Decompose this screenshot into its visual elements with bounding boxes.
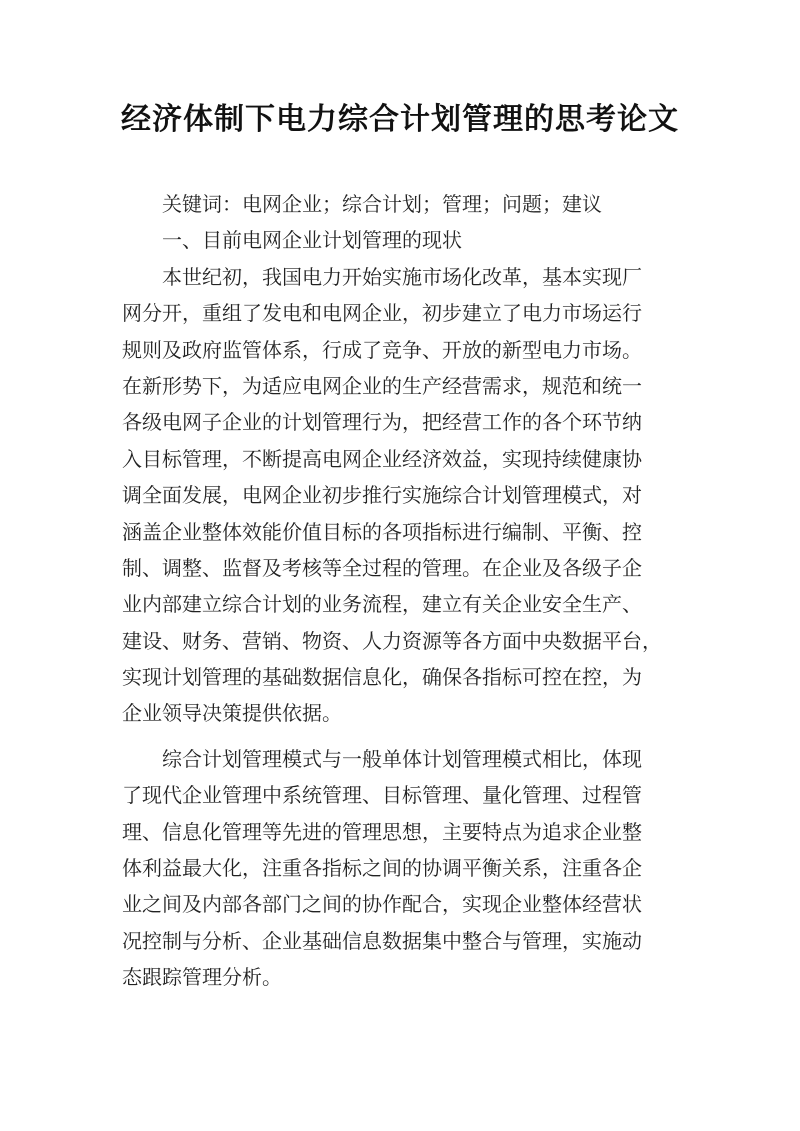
paragraph-line: 建设、财务、营销、物资、人力资源等各方面中央数据平台，: [122, 628, 662, 653]
paragraph-line: 网分开，重组了发电和电网企业，初步建立了电力市场运行: [122, 301, 642, 326]
paragraph-line: 态跟踪管理分析。: [122, 965, 282, 990]
paragraph-line: 况控制与分析、企业基础信息数据集中整合与管理，实施动: [122, 928, 642, 953]
paragraph-line: 涵盖企业整体效能价值目标的各项指标进行编制、平衡、控: [122, 519, 642, 544]
document-title: 经济体制下电力综合计划管理的思考论文: [121, 102, 679, 137]
paragraph-line: 规则及政府监管体系，行成了竞争、开放的新型电力市场。: [122, 337, 642, 362]
paragraph-line: 各级电网子企业的计划管理行为，把经营工作的各个环节纳: [122, 410, 642, 435]
paragraph-line: 本世纪初，我国电力开始实施市场化改革，基本实现厂: [162, 264, 642, 289]
document-body: [122, 186, 692, 996]
section-heading: 一、目前电网企业计划管理的现状: [162, 228, 462, 253]
paragraph-line: 制、调整、监督及考核等全过程的管理。在企业及各级子企: [122, 555, 642, 580]
paragraph-line: 业之间及内部各部门之间的协作配合，实现企业整体经营状: [122, 892, 642, 917]
paragraph-2: [122, 741, 692, 996]
paragraph-line: 业内部建立综合计划的业务流程，建立有关企业安全生产、: [122, 592, 642, 617]
paragraph-gap: [122, 732, 692, 741]
paragraph-line: 了现代企业管理中系统管理、目标管理、量化管理、过程管: [122, 783, 642, 808]
paragraph-line: 体利益最大化，注重各指标之间的协调平衡关系，注重各企: [122, 856, 642, 881]
paragraph-line: 理、信息化管理等先进的管理思想，主要特点为追求企业整: [122, 819, 642, 844]
paragraph-line: 入目标管理，不断提高电网企业经济效益，实现持续健康协: [122, 446, 642, 471]
paragraph-1: [122, 259, 692, 732]
paragraph-line: 企业领导决策提供依据。: [122, 701, 342, 726]
keywords-line: 关键词：电网企业；综合计划；管理；问题；建议: [162, 192, 602, 216]
paragraph-line: 调全面发展，电网企业初步推行实施综合计划管理模式，对: [122, 483, 642, 508]
paragraph-line: 在新形势下，为适应电网企业的生产经营需求，规范和统一: [122, 373, 642, 398]
paragraph-line: 综合计划管理模式与一般单体计划管理模式相比，体现: [162, 746, 642, 771]
paragraph-line: 实现计划管理的基础数据信息化，确保各指标可控在控，为: [122, 665, 642, 690]
